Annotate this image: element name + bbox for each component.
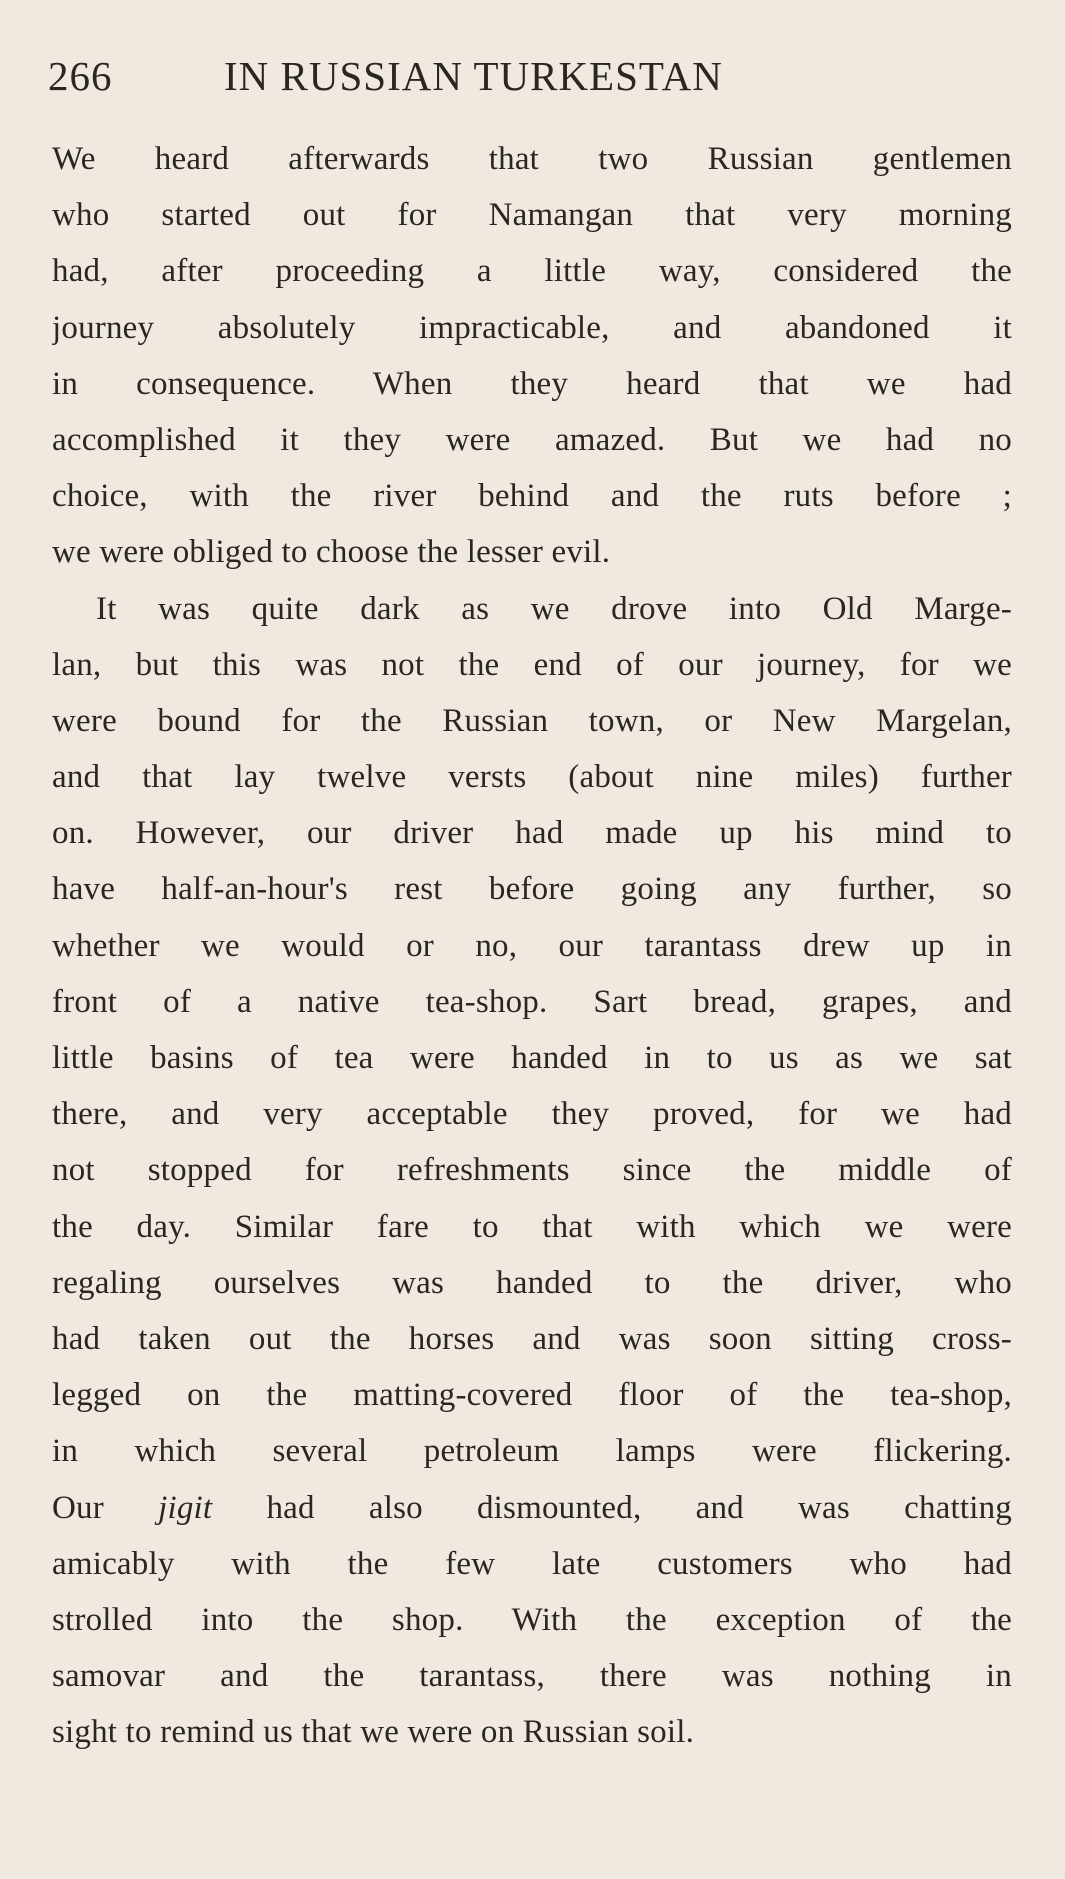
text-line: in consequence. When they heard that we had xyxy=(52,365,1012,402)
text-line: have half-an-hour's rest before going any further, so xyxy=(52,871,1012,908)
text-line: We heard afterwards that two Russian gentlemen xyxy=(52,141,1012,177)
text-line: choice, with the river behind and the ruts before ; xyxy=(52,478,1012,515)
running-title: IN RUSSIAN TURKESTAN xyxy=(224,53,723,99)
text-line: sight to remind us that we were on Russian soil. xyxy=(52,1714,695,1751)
text-line: front of a native tea-shop. Sart bread, grapes, and xyxy=(52,983,1012,1020)
text-line: were bound for the Russian town, or New Margelan, xyxy=(52,702,1012,739)
italic-word-jigit: jigit xyxy=(158,1489,213,1526)
text-line: little basins of tea were handed in to us as we sat xyxy=(52,1040,1012,1076)
text-line: regaling ourselves was handed to the driver, who xyxy=(52,1264,1012,1301)
page-number: 266 xyxy=(48,53,113,99)
text-run: had also dismounted, and was chatting xyxy=(212,1489,1012,1526)
text-line: journey absolutely impracticable, and abandoned it xyxy=(52,309,1012,346)
text-line: samovar and the tarantass, there was nothing in xyxy=(52,1658,1012,1695)
body-text xyxy=(52,131,1012,1760)
text-line: not stopped for refreshments since the middle of xyxy=(52,1152,1012,1189)
text-line: on. However, our driver had made up his mind to xyxy=(52,815,1012,852)
text-line: lan, but this was not the end of our journey, for we xyxy=(52,646,1012,683)
text-line: had, after proceeding a little way, considered the xyxy=(52,253,1012,290)
text-line: there, and very acceptable they proved, for we had xyxy=(52,1096,1012,1133)
text-line: strolled into the shop. With the exception of the xyxy=(52,1601,1012,1638)
text-run: Our xyxy=(52,1489,159,1526)
text-line: It was quite dark as we drove into Old Marge- xyxy=(96,590,1012,627)
text-line: we were obliged to choose the lesser evil. xyxy=(52,534,611,571)
text-line-jigit xyxy=(52,1480,1012,1536)
text-line: in which several petroleum lamps were flickering. xyxy=(52,1433,1012,1470)
text-line: had taken out the horses and was soon sitting cross- xyxy=(52,1320,1012,1357)
text-line: whether we would or no, our tarantass drew up in xyxy=(52,927,1012,964)
text-line: accomplished it they were amazed. But we had no xyxy=(52,421,1012,458)
text-line: amicably with the few late customers who had xyxy=(52,1545,1012,1582)
paragraph-2 xyxy=(52,581,1012,1761)
text-line: legged on the matting-covered floor of the tea-shop, xyxy=(52,1377,1012,1414)
running-head xyxy=(48,52,1020,100)
text-line: and that lay twelve versts (about nine miles) further xyxy=(52,759,1012,796)
text-line: who started out for Namangan that very morning xyxy=(52,197,1012,234)
paragraph-1 xyxy=(52,131,1012,581)
text-line: the day. Similar fare to that with which we were xyxy=(52,1208,1012,1245)
